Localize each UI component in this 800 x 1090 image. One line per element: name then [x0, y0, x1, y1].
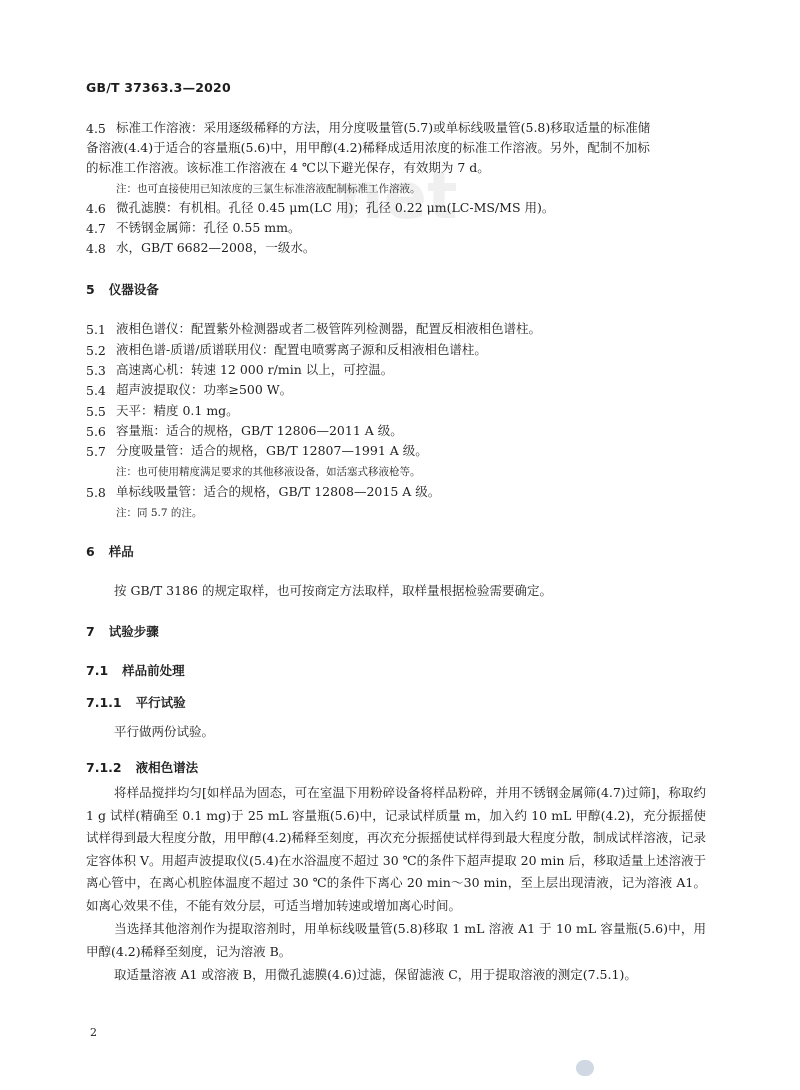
subsection-number: 7.1: [86, 663, 109, 678]
section-title: 试验步骤: [108, 624, 159, 639]
watermark: net: [338, 160, 458, 234]
subsection-number: 7.1.2: [86, 760, 122, 775]
item-text: 液相色谱仪：配置紫外检测器或者二极管阵列检测器，配置反相液相色谱柱。: [116, 321, 542, 336]
item-text: 标准工作溶液：采用逐级稀释的方法，用分度吸量管(5.7)或单标线吸量管(5.8)移取适量的标准储: [116, 120, 651, 135]
item-text: 单标线吸量管：适合的规格，GB/T 12808—2015 A 级。: [116, 484, 441, 499]
paragraph-text: 当选择其他溶剂作为提取溶剂时，用单标线吸量管(5.8)移取 1 mL 溶液 A1 于 10 mL 容量瓶(5.6)中，用甲醇(4.2)稀释至刻度，记为溶液 B。: [86, 921, 706, 959]
item-text: 天平：精度 0.1 mg。: [116, 403, 239, 418]
item-number: 5.7: [86, 444, 106, 459]
item-number: 4.6: [86, 201, 106, 216]
item-text: 容量瓶：适合的规格，GB/T 12806—2011 A 级。: [116, 423, 403, 438]
standard-code: GB/T 37363.3—2020: [86, 80, 231, 95]
item-text: 超声波提取仪：功率≥500 W。: [116, 382, 293, 397]
section-number: 7: [86, 624, 95, 639]
item-text: 高速离心机：转速 12 000 r/min 以上，可控温。: [116, 362, 394, 377]
subsection-number: 7.1.1: [86, 695, 122, 710]
section-title: 仪器设备: [108, 282, 159, 297]
section-number: 5: [86, 282, 95, 297]
item-text: 不锈钢金属筛：孔径 0.55 mm。: [116, 220, 301, 235]
item-number: 5.8: [86, 485, 106, 500]
paragraph-text: 平行做两份试验。: [114, 724, 215, 739]
item-number: 5.3: [86, 363, 106, 378]
item-number: 5.4: [86, 383, 106, 398]
item-number: 4.7: [86, 221, 106, 236]
item-number: 5.2: [86, 343, 106, 358]
section-title: 样品: [108, 544, 134, 559]
paragraph: [86, 782, 706, 917]
paragraph: [86, 918, 706, 963]
section-heading: [86, 622, 159, 640]
corner-logo-icon: [576, 1060, 594, 1076]
item-number: 4.8: [86, 241, 106, 256]
subsection-title: 样品前处理: [122, 663, 185, 678]
note-text: 注：也可直接使用已知浓度的三氯生标准溶液配制标准工作溶液。: [116, 183, 421, 195]
item-number: 4.5: [86, 121, 106, 136]
item-text: 水，GB/T 6682—2008，一级水。: [116, 240, 316, 255]
item-text: 备溶液(4.4)于适合的容量瓶(5.6)中，用甲醇(4.2)稀释成适用浓度的标准工作溶液。另外，配制不加标: [86, 140, 650, 155]
item-text: 分度吸量管：适合的规格，GB/T 12807—1991 A 级。: [116, 443, 428, 458]
paragraph: [86, 964, 706, 987]
item-text: 微孔滤膜：有机相。孔径 0.45 μm(LC 用)；孔径 0.22 μm(LC-MS/MS 用)。: [116, 200, 555, 215]
subsection-heading: [86, 758, 198, 776]
item-text: 的标准工作溶液。该标准工作溶液在 4 ℃以下避光保存，有效期为 7 d。: [86, 160, 490, 175]
paragraph-text: 取适量溶液 A1 或溶液 B，用微孔滤膜(4.6)过滤，保留滤液 C，用于提取溶液的测定(7.5.1)。: [114, 967, 637, 982]
subsection-title: 平行试验: [135, 695, 186, 710]
item-number: 5.6: [86, 424, 106, 439]
item-number: 5.1: [86, 322, 106, 337]
section-heading: [86, 542, 134, 560]
page-number: 2: [90, 1026, 97, 1039]
item-text: 液相色谱-质谱/质谱联用仪：配置电喷雾离子源和反相液相色谱柱。: [116, 342, 487, 357]
note-text: 注：也可使用精度满足要求的其他移液设备，如活塞式移液枪等。: [116, 466, 421, 478]
paragraph-text: 按 GB/T 3186 的规定取样，也可按商定方法取样，取样量根据检验需要确定。: [114, 583, 552, 598]
subsection-title: 液相色谱法: [135, 760, 199, 775]
subsection-heading: [86, 661, 185, 679]
note-text: 注：同 5.7 的注。: [116, 507, 203, 519]
paragraph-text: 将样品搅拌均匀[如样品为固态，可在室温下用粉碎设备将样品粉碎，并用不锈钢金属筛(4.7)过筛]，称取约 1 g 试样(精确至 0.1 mg)于 25 mL 容量瓶(5.6)中，记录试样质量 m，加入约 10 mL 甲醇(4.2)，充分振摇使试样得到最大程度分散，用甲醇(4.2)稀释至刻度，再次充分振摇使试样得到最大程度分散，制成试样溶液，记录定容体积 V。用超声波提取仪(5.4)在水浴温度不超过 30 ℃的条件下超声提取 20 min 后，移取适量上述溶液于离心管中，在离心机腔体温度不超过 30 ℃的条件下离心 20 min～30 min，至上层出现清液，记为溶液 A1。如离心效果不佳，不能有效分层，可适当增加转速或增加离心时间。: [86, 785, 706, 913]
item-number: 5.5: [86, 404, 106, 419]
section-heading: [86, 280, 159, 298]
section-number: 6: [86, 544, 95, 559]
subsection-heading: [86, 693, 186, 711]
